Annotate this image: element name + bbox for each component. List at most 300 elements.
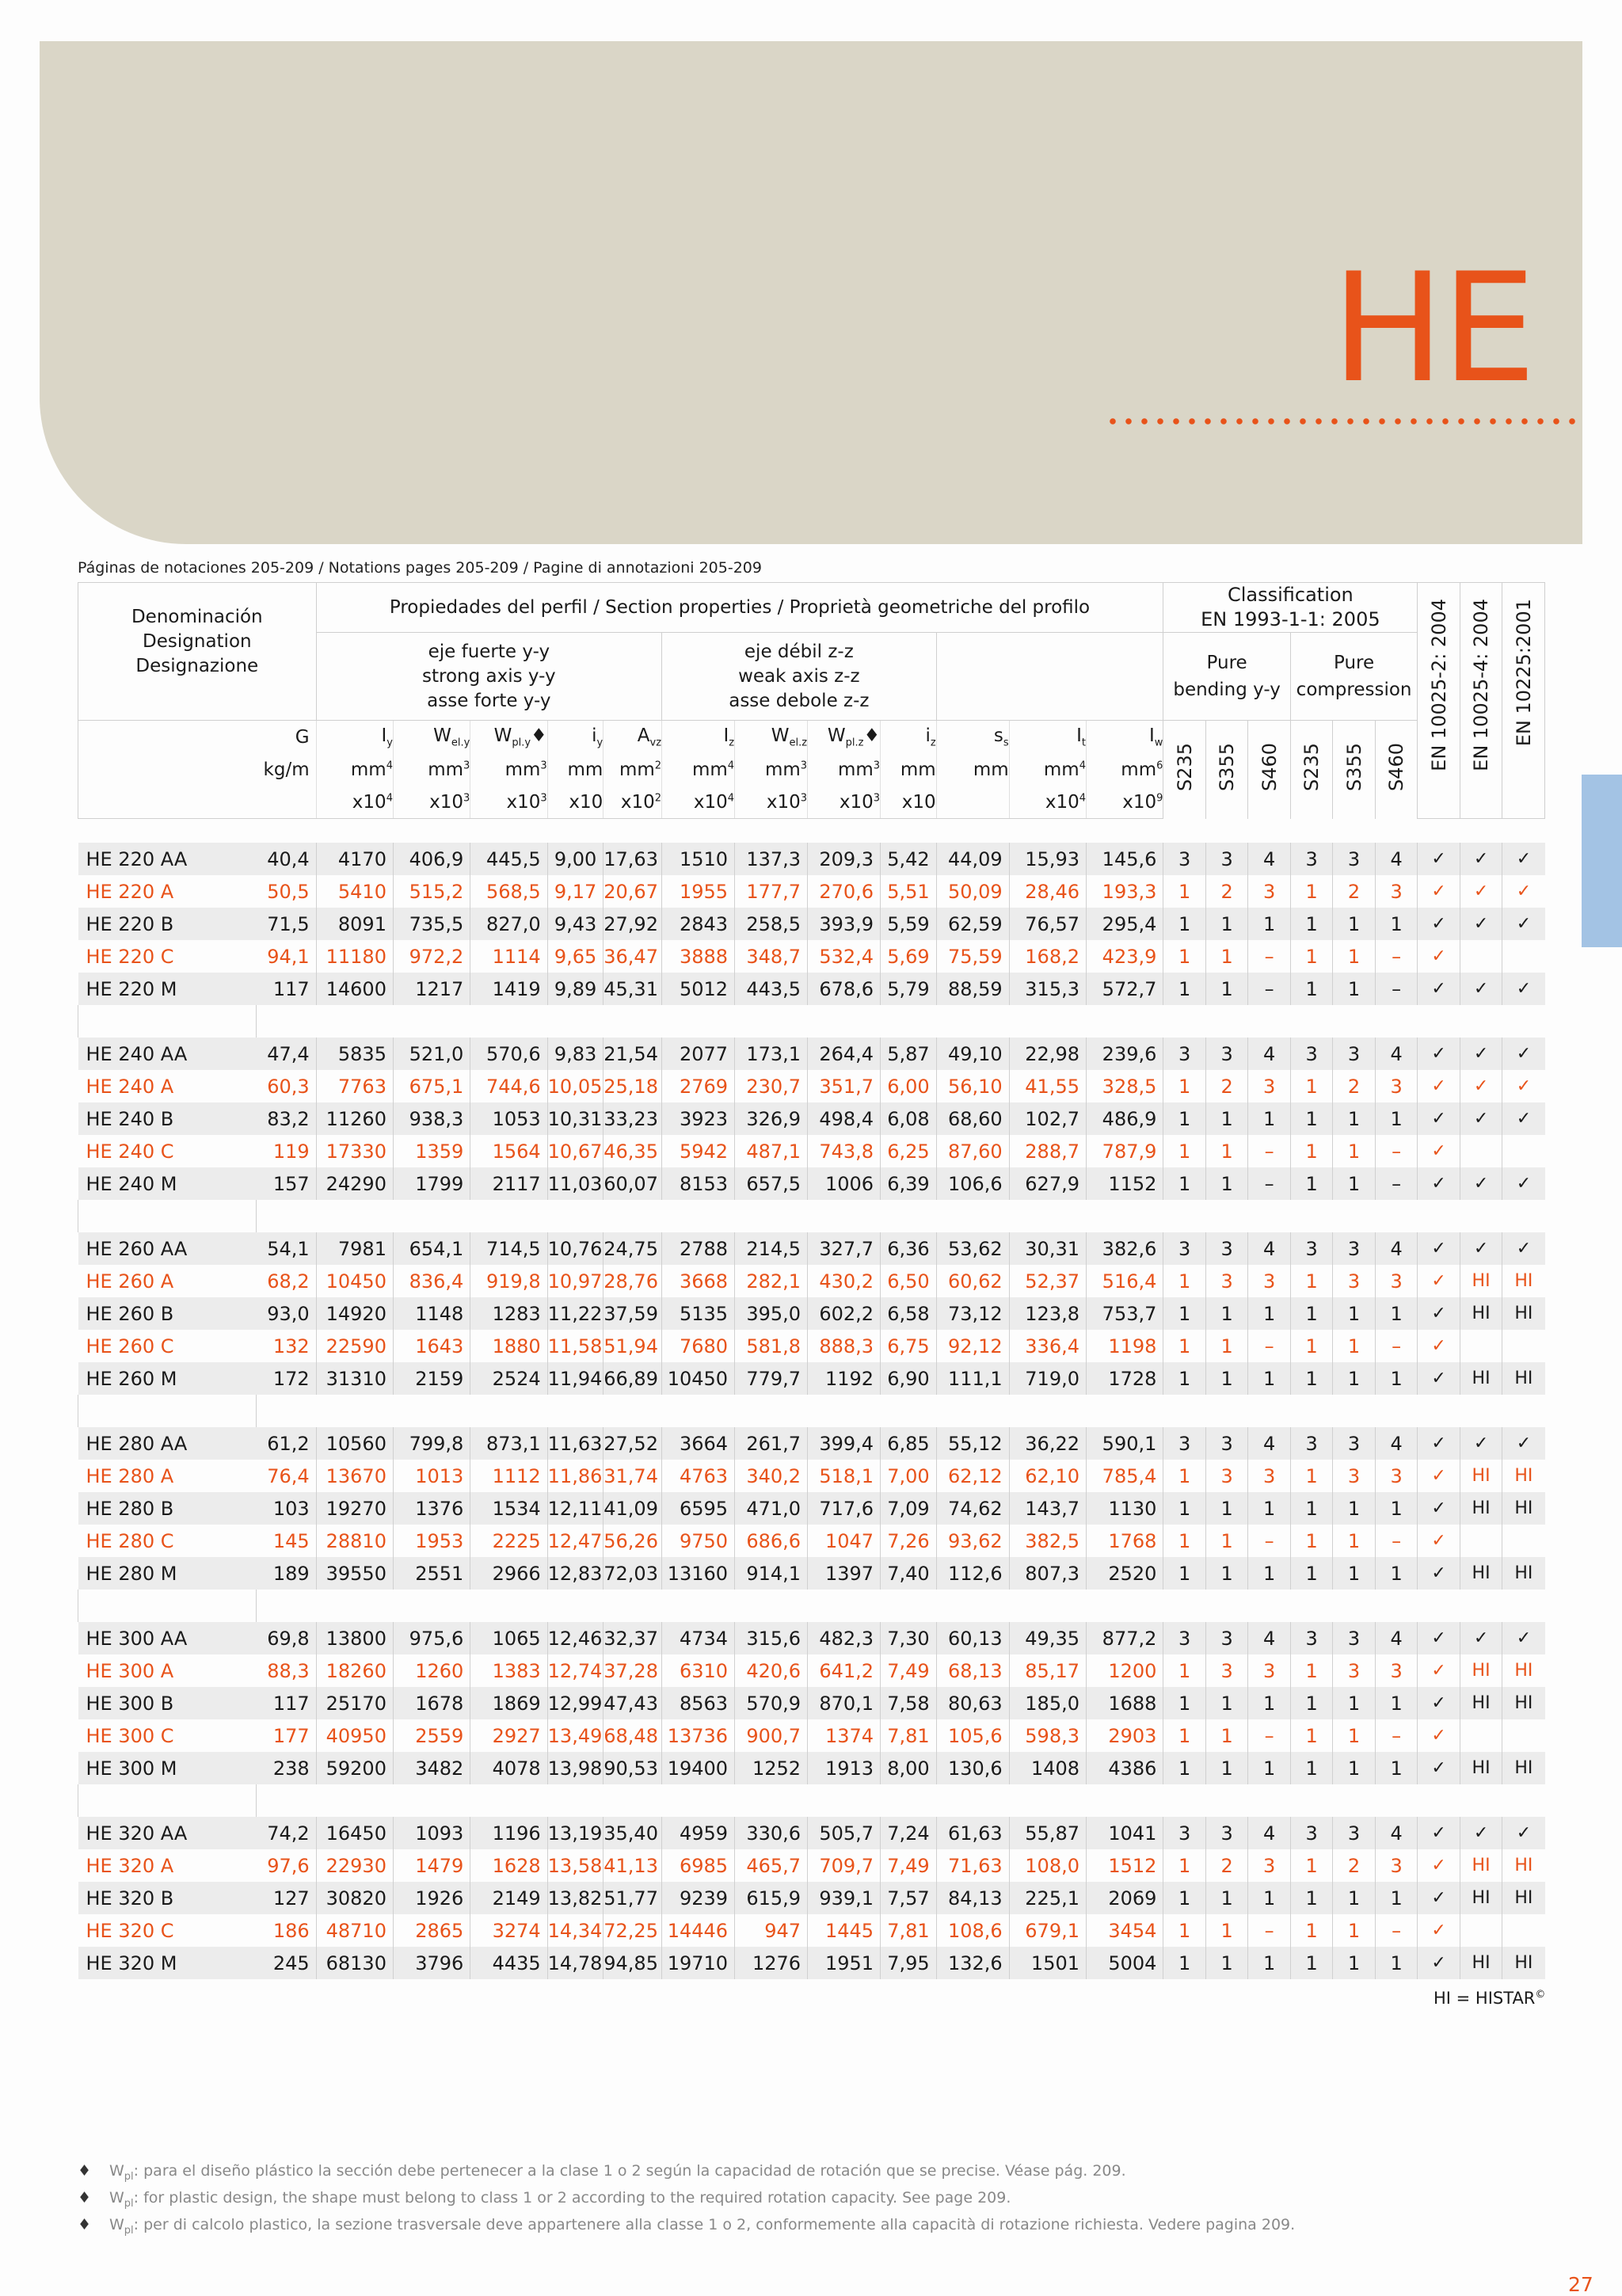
property-value: 60,62 — [936, 1265, 1009, 1297]
property-value: 288,7 — [1009, 1135, 1086, 1167]
property-value: 6,90 — [881, 1362, 937, 1395]
unit-header — [881, 753, 937, 786]
property-value: 1951 — [808, 1947, 881, 1979]
property-value: 18260 — [316, 1654, 393, 1687]
property-value: 132,6 — [936, 1947, 1009, 1979]
class-value: 3 — [1375, 1849, 1418, 1882]
symbol-subscript: pl.y — [512, 737, 531, 749]
standard-value: HI — [1502, 1752, 1545, 1784]
property-value: 68,48 — [603, 1719, 662, 1752]
unit-exponent: 3 — [800, 759, 808, 771]
spacer-row — [78, 1784, 1545, 1817]
property-value: 50,09 — [936, 875, 1009, 908]
class-value: 1 — [1290, 1167, 1332, 1200]
property-value: 1148 — [393, 1297, 470, 1330]
class-value: 1 — [1333, 973, 1375, 1005]
property-value: 714,5 — [470, 1232, 547, 1265]
property-value: 393,9 — [808, 908, 881, 940]
class-value: 2 — [1205, 875, 1247, 908]
table-row — [78, 843, 1545, 875]
property-value: 9,83 — [547, 1038, 603, 1070]
property-value: 2966 — [470, 1557, 547, 1590]
class-value: – — [1248, 1135, 1290, 1167]
class-value: 1 — [1163, 1460, 1205, 1492]
class-value: 1 — [1163, 1882, 1205, 1914]
symbol-subscript: el.y — [451, 737, 470, 749]
multiplier-exponent: 9 — [1156, 791, 1163, 804]
symbol-subscript: s — [1003, 737, 1009, 749]
standard-value: HI — [1502, 1687, 1545, 1719]
profile-name: HE 280 C — [86, 1529, 174, 1552]
property-value: 39550 — [316, 1557, 393, 1590]
property-value: 87,60 — [936, 1135, 1009, 1167]
property-value: 157 — [256, 1167, 316, 1200]
class-value: 1 — [1290, 1492, 1332, 1525]
property-value: 72,25 — [603, 1914, 662, 1947]
unit-label: mm — [567, 759, 603, 780]
class-value: 1 — [1375, 1752, 1418, 1784]
standard-value: HI — [1502, 1947, 1545, 1979]
profile-name: HE 300 M — [78, 1752, 257, 1784]
section-properties-header: Propiedades del perfil / Section properties / Proprietà geometriche del profilo — [316, 583, 1163, 633]
profile-name: HE 260 AA — [78, 1232, 257, 1265]
class-value: 3 — [1205, 1817, 1247, 1849]
class-value: 3 — [1333, 1460, 1375, 1492]
class-value: 3 — [1333, 1622, 1375, 1654]
property-value: 1688 — [1087, 1687, 1163, 1719]
class-value: 1 — [1290, 973, 1332, 1005]
standard-label: EN 10225:2001 — [1512, 599, 1535, 747]
property-value: 60,13 — [936, 1622, 1009, 1654]
torsion-header-blank — [936, 633, 1163, 721]
standard-value: ✓ — [1418, 843, 1460, 875]
property-value: 1041 — [1087, 1817, 1163, 1849]
property-value: 382,6 — [1087, 1232, 1163, 1265]
property-value: 2520 — [1087, 1557, 1163, 1590]
property-value: 6,00 — [881, 1070, 937, 1102]
property-value: 1114 — [470, 940, 547, 973]
symbol-header — [1087, 721, 1163, 754]
standard-value: ✓ — [1418, 1427, 1460, 1460]
grade-label: S460 — [1385, 743, 1408, 792]
property-value: 9,65 — [547, 940, 603, 973]
property-value: 1564 — [470, 1135, 547, 1167]
property-value: 13,82 — [547, 1882, 603, 1914]
property-value: 7,81 — [881, 1914, 937, 1947]
property-value: 13670 — [316, 1460, 393, 1492]
class-value: 4 — [1248, 1232, 1290, 1265]
class-value: – — [1248, 1330, 1290, 1362]
class-value: 4 — [1375, 1038, 1418, 1070]
property-value: 657,5 — [735, 1167, 808, 1200]
symbol-header — [662, 721, 735, 754]
property-value: 108,6 — [936, 1914, 1009, 1947]
footnote-symbol: W — [109, 2188, 124, 2207]
property-value: 1768 — [1087, 1525, 1163, 1557]
class-value: 1 — [1205, 940, 1247, 973]
class-value: 3 — [1248, 1654, 1290, 1687]
symbol-subscript: w — [1154, 737, 1163, 749]
class-value: 3 — [1375, 875, 1418, 908]
multiplier-label: x10 — [429, 791, 464, 813]
property-value: 5012 — [662, 973, 735, 1005]
property-value: 30820 — [316, 1882, 393, 1914]
property-value: 62,12 — [936, 1460, 1009, 1492]
profile-name: HE 320 M — [78, 1947, 257, 1979]
class-value: 3 — [1375, 1654, 1418, 1687]
multiplier-exponent: 3 — [463, 791, 470, 804]
class-value: 3 — [1163, 843, 1205, 875]
multiplier-label: x10 — [1045, 791, 1079, 813]
section-properties-table — [78, 582, 1545, 1979]
standard-value — [1502, 1525, 1545, 1557]
property-value: 641,2 — [808, 1654, 881, 1687]
multiplier-exponent: 4 — [727, 791, 735, 804]
class-value: 1 — [1205, 1687, 1247, 1719]
property-value: 975,6 — [393, 1622, 470, 1654]
property-value: 2903 — [1087, 1719, 1163, 1752]
property-value: 12,46 — [547, 1622, 603, 1654]
property-value: 10,05 — [547, 1070, 603, 1102]
class-value: 4 — [1248, 1622, 1290, 1654]
profile-name: HE 240 AA — [78, 1038, 257, 1070]
property-value: 327,7 — [808, 1232, 881, 1265]
unit-label: mm — [1121, 759, 1157, 780]
footnote-marker: ♦ — [78, 2215, 92, 2233]
name-column-blank — [78, 786, 257, 819]
property-value: 112,6 — [936, 1557, 1009, 1590]
pure-bending-header — [1163, 633, 1290, 721]
unit-exponent: 3 — [873, 759, 881, 771]
class-value: – — [1375, 1330, 1418, 1362]
symbol-header — [393, 721, 470, 754]
standard-value: ✓ — [1418, 875, 1460, 908]
property-value: 123,8 — [1009, 1297, 1086, 1330]
property-value: 675,1 — [393, 1070, 470, 1102]
table-row — [78, 1102, 1545, 1135]
table-row — [78, 1070, 1545, 1102]
property-value: 185,0 — [1009, 1687, 1086, 1719]
footnote-text: : for plastic design, the shape must belong to class 1 or 2 according to the required rotation capacity. See page 209. — [133, 2188, 1011, 2207]
property-value: 5,87 — [881, 1038, 937, 1070]
unit-header — [808, 753, 881, 786]
symbol-letter: A — [637, 725, 650, 746]
property-value: 3888 — [662, 940, 735, 973]
property-value: 827,0 — [470, 908, 547, 940]
pure-compression-label: Pure — [1334, 653, 1375, 673]
spacer-row — [78, 1395, 1545, 1427]
property-value: 5135 — [662, 1297, 735, 1330]
class-value: 3 — [1163, 1817, 1205, 1849]
standard-value: ✓ — [1418, 973, 1460, 1005]
property-value: 14,78 — [547, 1947, 603, 1979]
property-value: 27,92 — [603, 908, 662, 940]
class-value: 1 — [1333, 1719, 1375, 1752]
property-value: 3668 — [662, 1265, 735, 1297]
property-value: 678,6 — [808, 973, 881, 1005]
unit-exponent: 4 — [1079, 759, 1086, 771]
property-value: 25170 — [316, 1687, 393, 1719]
plastic-marker: ♦ — [863, 725, 881, 746]
property-value: 6,25 — [881, 1135, 937, 1167]
property-value: 1196 — [470, 1817, 547, 1849]
property-value: 32,37 — [603, 1622, 662, 1654]
multiplier-exponent: 4 — [386, 791, 393, 804]
property-value: 239,6 — [1087, 1038, 1163, 1070]
designation-header — [78, 583, 317, 721]
property-value: 518,1 — [808, 1460, 881, 1492]
class-value: 3 — [1333, 1817, 1375, 1849]
property-value: 2788 — [662, 1232, 735, 1265]
standard-value: HI — [1502, 1557, 1545, 1590]
table-row — [78, 1460, 1545, 1492]
class-value: 1 — [1163, 1687, 1205, 1719]
property-value: 49,10 — [936, 1038, 1009, 1070]
property-value: 330,6 — [735, 1817, 808, 1849]
strong-axis-label: eje fuerte y-y — [428, 641, 550, 662]
property-value: 28,76 — [603, 1265, 662, 1297]
symbol-header — [470, 721, 547, 754]
property-value: 37,28 — [603, 1654, 662, 1687]
name-column-blank — [78, 753, 257, 786]
property-value: 7,24 — [881, 1817, 937, 1849]
symbol-header — [808, 721, 881, 754]
table-row — [78, 1914, 1545, 1947]
grade-label: S355 — [1342, 743, 1365, 792]
class-value: 1 — [1205, 1362, 1247, 1395]
class-value: 1 — [1163, 1914, 1205, 1947]
class-value: – — [1375, 973, 1418, 1005]
property-value: 55,87 — [1009, 1817, 1086, 1849]
class-value: 1 — [1333, 1362, 1375, 1395]
class-value: 1 — [1163, 1297, 1205, 1330]
side-tab-marker — [1582, 775, 1622, 947]
property-value: 5835 — [316, 1038, 393, 1070]
multiplier-label: x10 — [766, 791, 801, 813]
standard-value: HI — [1460, 1492, 1502, 1525]
property-value: 471,0 — [735, 1492, 808, 1525]
profile-name: HE 300 B — [78, 1687, 257, 1719]
table-row — [78, 1038, 1545, 1070]
table-row — [78, 1817, 1545, 1849]
class-value: 1 — [1163, 1654, 1205, 1687]
property-value: 22,98 — [1009, 1038, 1086, 1070]
property-value: 270,6 — [808, 875, 881, 908]
property-value: 33,23 — [603, 1102, 662, 1135]
profile-name: HE 220 A — [86, 880, 174, 903]
class-value: 3 — [1205, 1622, 1247, 1654]
property-value: 1093 — [393, 1817, 470, 1849]
property-value: 516,4 — [1087, 1265, 1163, 1297]
table-row — [78, 875, 1545, 908]
property-value: 62,10 — [1009, 1460, 1086, 1492]
class-value: 3 — [1290, 1038, 1332, 1070]
series-title: HE — [1331, 241, 1533, 416]
footnote-text: : per di calcolo plastico, la sezione trasversale deve appartenere alla classe 1 o 2, conformemente alla capacità di rotazione richiesta. Vedere pagina 209. — [133, 2215, 1296, 2233]
property-value: 532,4 — [808, 940, 881, 973]
property-value: 406,9 — [393, 843, 470, 875]
standard-value: HI — [1460, 1752, 1502, 1784]
property-value: 28,46 — [1009, 875, 1086, 908]
symbol-letter: W — [771, 725, 790, 746]
multiplier-label: x10 — [352, 791, 386, 813]
class-value: 1 — [1375, 1947, 1418, 1979]
class-value: 1 — [1290, 1460, 1332, 1492]
multiplier-header — [1009, 786, 1086, 819]
class-value: 3 — [1248, 1849, 1290, 1882]
property-value: 10,76 — [547, 1232, 603, 1265]
unit-exponent: 4 — [727, 759, 735, 771]
property-value: 44,09 — [936, 843, 1009, 875]
profile-name: HE 300 AA — [78, 1622, 257, 1654]
class-value: 1 — [1375, 1492, 1418, 1525]
unit-header — [393, 753, 470, 786]
class-value: 3 — [1248, 1070, 1290, 1102]
property-value: 873,1 — [470, 1427, 547, 1460]
class-value: 1 — [1333, 940, 1375, 973]
property-value: 11,58 — [547, 1330, 603, 1362]
profile-name: HE 320 C — [86, 1919, 174, 1942]
property-value: 88,59 — [936, 973, 1009, 1005]
property-value: 61,2 — [256, 1427, 316, 1460]
property-value: 877,2 — [1087, 1622, 1163, 1654]
property-value: 173,1 — [735, 1038, 808, 1070]
unit-header — [662, 753, 735, 786]
standard-value: HI — [1460, 1297, 1502, 1330]
unit-label: mm — [691, 759, 728, 780]
standard-value: ✓ — [1418, 1654, 1460, 1687]
property-value: 48710 — [316, 1914, 393, 1947]
class-value: 3 — [1375, 1460, 1418, 1492]
class-value: 1 — [1333, 1882, 1375, 1914]
property-value: 35,40 — [603, 1817, 662, 1849]
property-value: 55,12 — [936, 1427, 1009, 1460]
profile-name: HE 320 B — [78, 1882, 257, 1914]
property-value: 939,1 — [808, 1882, 881, 1914]
property-value: 19400 — [662, 1752, 735, 1784]
class-value: 1 — [1333, 1947, 1375, 1979]
property-value: 947 — [735, 1914, 808, 1947]
class-value: 3 — [1163, 1232, 1205, 1265]
strong-axis-label: asse forte y-y — [427, 690, 551, 711]
standard-value: ✓ — [1460, 908, 1502, 940]
class-value: 1 — [1248, 1362, 1290, 1395]
property-value: 145,6 — [1087, 843, 1163, 875]
property-value: 80,63 — [936, 1687, 1009, 1719]
property-value: 1728 — [1087, 1362, 1163, 1395]
class-value: 1 — [1290, 1135, 1332, 1167]
property-value: 2865 — [393, 1914, 470, 1947]
unit-header — [936, 753, 1009, 786]
standard-value: ✓ — [1460, 1070, 1502, 1102]
class-value: 3 — [1290, 1232, 1332, 1265]
class-value: 4 — [1248, 1427, 1290, 1460]
standard-value: ✓ — [1418, 1167, 1460, 1200]
weak-axis-label: weak axis z-z — [738, 665, 860, 687]
property-value: 177,7 — [735, 875, 808, 908]
property-value: 22590 — [316, 1330, 393, 1362]
property-value: 93,0 — [256, 1297, 316, 1330]
class-value: 1 — [1205, 908, 1247, 940]
property-value: 76,57 — [1009, 908, 1086, 940]
standard-value: ✓ — [1418, 1265, 1460, 1297]
class-value: 3 — [1290, 843, 1332, 875]
class-value: 3 — [1333, 1232, 1375, 1265]
class-value: 1 — [1205, 1525, 1247, 1557]
property-value: 1252 — [735, 1752, 808, 1784]
property-value: 9,17 — [547, 875, 603, 908]
property-value: 1013 — [393, 1460, 470, 1492]
profile-name: HE 260 A — [86, 1270, 174, 1293]
property-value: 92,12 — [936, 1330, 1009, 1362]
standard-value: HI — [1460, 1460, 1502, 1492]
header-banner — [40, 41, 1582, 544]
standard-value: ✓ — [1502, 1070, 1545, 1102]
property-value: 10560 — [316, 1427, 393, 1460]
spacer-row — [78, 819, 1545, 843]
class-value: 1 — [1248, 1102, 1290, 1135]
property-value: 1152 — [1087, 1167, 1163, 1200]
property-value: 168,2 — [1009, 940, 1086, 973]
property-value: 54,1 — [256, 1232, 316, 1265]
property-value: 4170 — [316, 843, 393, 875]
property-value: 16450 — [316, 1817, 393, 1849]
property-value: 615,9 — [735, 1882, 808, 1914]
property-value: 7,40 — [881, 1557, 937, 1590]
class-value: 2 — [1205, 1070, 1247, 1102]
class-value: 1 — [1290, 1330, 1332, 1362]
property-value: 581,8 — [735, 1330, 808, 1362]
standard-value: ✓ — [1418, 1492, 1460, 1525]
histar-legend: HI = HISTAR© — [1434, 1989, 1546, 2008]
class-value: 4 — [1375, 1817, 1418, 1849]
standard-value: HI — [1460, 1362, 1502, 1395]
symbol-letter: W — [433, 725, 451, 746]
property-value: 10,97 — [547, 1265, 603, 1297]
symbol-subscript: pl.z — [845, 737, 864, 749]
property-value: 12,47 — [547, 1525, 603, 1557]
grade-header — [1333, 721, 1375, 819]
property-value: 8091 — [316, 908, 393, 940]
class-value: – — [1375, 1525, 1418, 1557]
symbol-letter: G — [295, 726, 310, 748]
property-value: 420,6 — [735, 1654, 808, 1687]
unit-label: mm — [900, 759, 936, 780]
footnote-marker: ♦ — [78, 2162, 92, 2180]
multiplier-header — [662, 786, 735, 819]
property-value: 4734 — [662, 1622, 735, 1654]
class-value: – — [1375, 1914, 1418, 1947]
class-value: 1 — [1205, 1330, 1247, 1362]
standard-value: ✓ — [1418, 1232, 1460, 1265]
profile-name: HE 220 C — [86, 945, 174, 968]
property-value: 1065 — [470, 1622, 547, 1654]
strong-axis-header — [316, 633, 661, 721]
standard-value: ✓ — [1460, 1622, 1502, 1654]
standard-value: ✓ — [1418, 1297, 1460, 1330]
class-value: 1 — [1290, 1557, 1332, 1590]
property-value: 5,69 — [881, 940, 937, 973]
standard-value: ✓ — [1418, 1687, 1460, 1719]
property-value: 10450 — [316, 1265, 393, 1297]
property-value: 94,85 — [603, 1947, 662, 1979]
property-value: 2769 — [662, 1070, 735, 1102]
property-value: 102,7 — [1009, 1102, 1086, 1135]
class-value: 1 — [1163, 1265, 1205, 1297]
property-value: 13,19 — [547, 1817, 603, 1849]
property-value: 1512 — [1087, 1849, 1163, 1882]
grade-header — [1248, 721, 1290, 819]
